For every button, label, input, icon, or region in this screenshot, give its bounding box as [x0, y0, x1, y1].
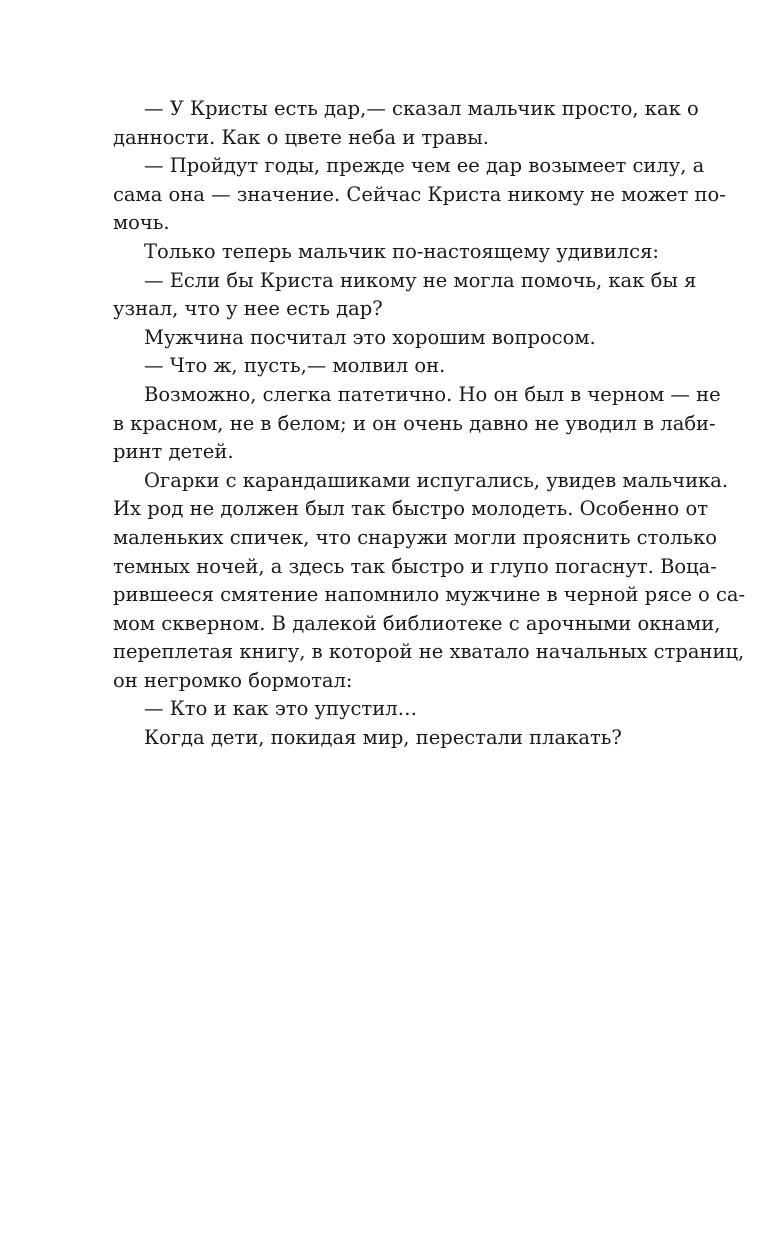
paragraph: [113, 267, 697, 324]
text-line: Мужчина посчитал это хорошим вопросом.: [113, 325, 596, 349]
text-line: сама она — значение. Сейчас Криста никому не может по-: [113, 182, 726, 206]
text-line: Только теперь мальчик по-настоящему удивился:: [113, 239, 659, 263]
text-line: он негромко бормотал:: [113, 668, 353, 692]
paragraph: [113, 467, 746, 696]
text-line: ринт детей.: [113, 440, 234, 464]
paragraph: [113, 238, 658, 267]
text-line: переплетая книгу, в которой не хватало начальных страниц,: [113, 640, 745, 664]
text-line: — Что ж, пусть,— молвил он.: [113, 354, 446, 378]
paragraph: [113, 152, 726, 238]
text-line: данности. Как о цвете неба и травы.: [113, 125, 489, 149]
text-line: узнал, что у нее есть дар?: [113, 297, 383, 321]
text-line: Их род не должен был так быстро молодеть. Особенно от: [113, 497, 708, 521]
paragraph: [113, 352, 658, 381]
text-line: — Если бы Криста никому не могла помочь, как бы я: [113, 268, 697, 292]
paragraph: [113, 724, 658, 753]
text-line: маленьких спичек, что снаружи могли прояснить столько: [113, 525, 718, 549]
text-line: рившееся смятение напомнило мужчине в черной рясе о са-: [113, 583, 746, 607]
paragraph: [113, 95, 699, 152]
text-line: Когда дети, покидая мир, перестали плакать?: [113, 726, 622, 750]
body-text: [113, 95, 746, 753]
text-line: Огарки с карандашиками испугались, увидев мальчика.: [113, 468, 729, 492]
text-line: мочь.: [113, 211, 170, 235]
paragraph: [113, 324, 658, 353]
text-line: Возможно, слегка патетично. Но он был в черном — не: [113, 382, 721, 406]
text-line: мом скверном. В далекой библиотеке с арочными окнами,: [113, 611, 721, 635]
paragraph: [113, 381, 721, 467]
paragraph: [113, 695, 658, 724]
text-line: — Пройдут годы, прежде чем ее дар возымеет силу, а: [113, 154, 705, 178]
text-line: в красном, не в белом; и он очень давно не уводил в лаби-: [113, 411, 716, 435]
text-line: темных ночей, а здесь так быстро и глупо погаснут. Воца-: [113, 554, 717, 578]
text-line: — У Кристы есть дар,— сказал мальчик просто, как о: [113, 97, 699, 120]
text-line: — Кто и как это упустил…: [113, 697, 418, 721]
